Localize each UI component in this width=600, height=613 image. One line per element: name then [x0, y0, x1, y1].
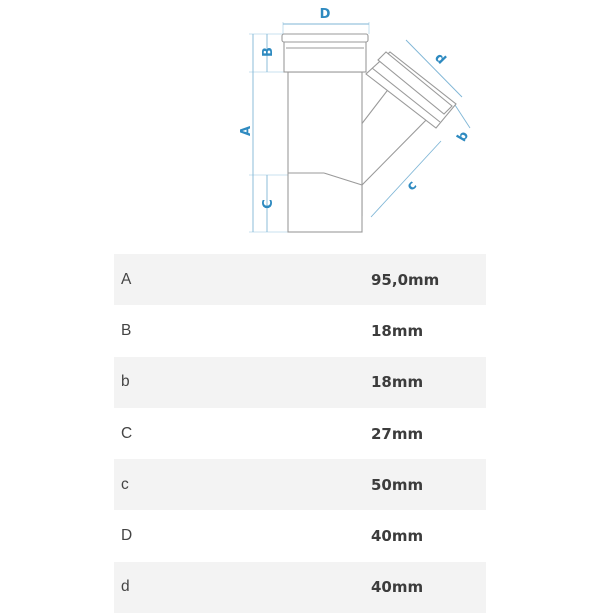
y-junction-drawing	[0, 0, 600, 250]
row-value: 50mm	[371, 475, 424, 494]
label-d: d	[431, 50, 449, 68]
row-value: 27mm	[371, 424, 424, 443]
table-row	[114, 459, 486, 510]
row-value: 40mm	[371, 578, 424, 597]
label-D: D	[319, 7, 331, 22]
label-c: c	[404, 178, 421, 195]
row-key: b	[121, 373, 130, 391]
main-body	[288, 72, 362, 232]
main-socket	[284, 40, 366, 72]
main-pipe	[282, 34, 368, 232]
fitting-diagram	[0, 0, 600, 250]
label-A: A	[239, 125, 254, 137]
label-C: C	[261, 199, 276, 209]
row-value: 18mm	[371, 321, 424, 340]
row-key: C	[121, 424, 133, 442]
table-row	[114, 562, 486, 613]
row-key: A	[121, 270, 132, 288]
dimensions-table	[114, 254, 486, 613]
table-row	[114, 357, 486, 408]
label-B: B	[261, 47, 276, 57]
label-b: b	[454, 128, 473, 145]
row-value: 95,0mm	[371, 270, 440, 289]
row-key: D	[121, 527, 133, 545]
dim-line-b	[455, 105, 470, 128]
table-row	[114, 254, 486, 305]
row-key: c	[121, 475, 129, 493]
main-rim	[282, 34, 368, 42]
table-row	[114, 305, 486, 356]
row-value: 40mm	[371, 527, 424, 546]
table-row	[114, 408, 486, 459]
row-value: 18mm	[371, 373, 424, 392]
row-key: d	[121, 578, 130, 596]
row-key: B	[121, 321, 132, 339]
table-row	[114, 510, 486, 561]
